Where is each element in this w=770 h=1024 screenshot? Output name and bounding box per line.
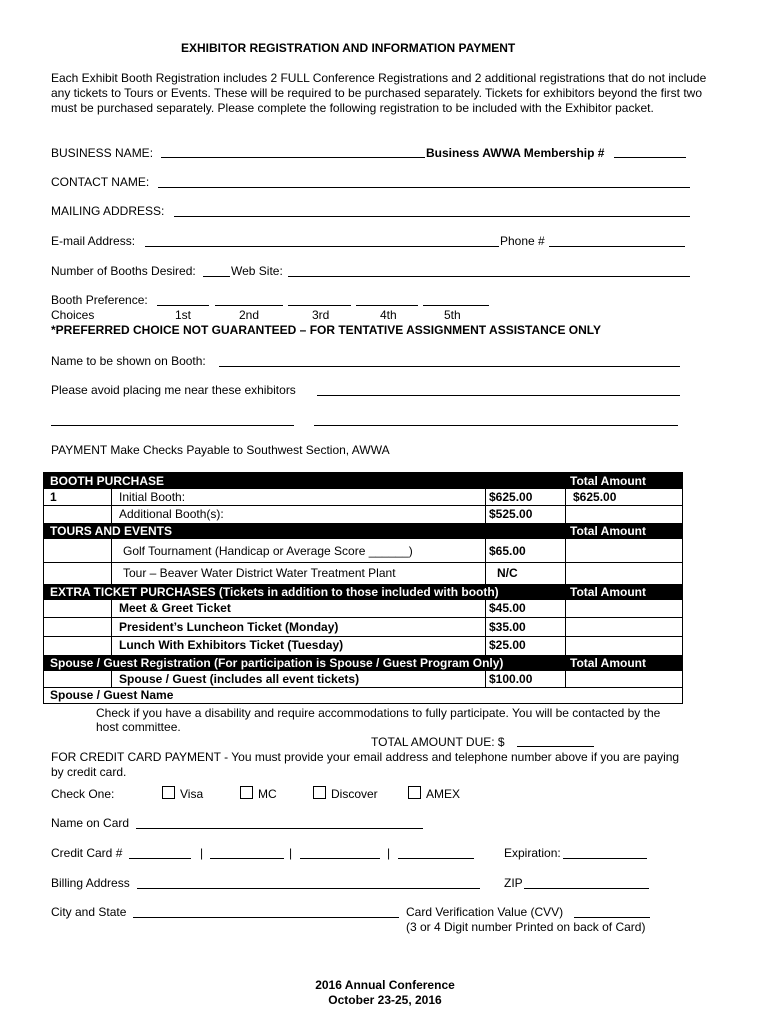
membership-label: Business AWWA Membership # — [426, 146, 605, 160]
zip-field[interactable] — [524, 888, 649, 889]
web-site-label: Web Site: — [231, 264, 283, 278]
additional-booth-label: Additional Booth(s): — [119, 507, 224, 521]
avoid-exhibitors-field-3[interactable] — [314, 425, 678, 426]
table-row-golf — [44, 539, 682, 563]
billing-address-field[interactable] — [137, 888, 480, 889]
choice-1-label: 1st — [175, 308, 192, 322]
check-one-label: Check One: — [51, 787, 115, 801]
web-site-field[interactable] — [288, 276, 690, 277]
phone-label: Phone # — [500, 234, 545, 248]
tour-price: N/C — [497, 566, 518, 580]
tours-events-header — [44, 523, 682, 539]
card-separator-3: | — [387, 846, 391, 860]
mc-checkbox[interactable] — [240, 786, 253, 799]
credit-card-field-2[interactable] — [210, 858, 284, 859]
choice-5-label: 5th — [444, 308, 461, 322]
total-due-field[interactable] — [517, 746, 594, 747]
choice-4-field[interactable] — [356, 305, 418, 306]
visa-checkbox[interactable] — [162, 786, 175, 799]
business-name-field[interactable] — [161, 157, 425, 158]
avoid-exhibitors-label: Please avoid placing me near these exhibitors — [51, 383, 296, 397]
initial-booth-total: $625.00 — [573, 490, 617, 504]
discover-option[interactable]: Discover — [313, 786, 378, 801]
contact-name-label: CONTACT NAME: — [51, 175, 150, 189]
booth-qty: 1 — [50, 490, 57, 504]
cvv-label: Card Verification Value (CVV) — [406, 905, 564, 919]
disability-note: Check if you have a disability and require accommodations to fully participate. You will be contacted by the — [96, 706, 661, 720]
spouse-name-label: Spouse / Guest Name — [50, 688, 174, 702]
spouse-guest-title: Spouse / Guest Registration (For participation is Spouse / Guest Program Only) — [50, 656, 504, 670]
city-state-field[interactable] — [133, 917, 399, 918]
cvv-note: (3 or 4 Digit number Printed on back of Card) — [406, 920, 646, 934]
membership-field[interactable] — [614, 157, 686, 158]
luncheon-label: President’s Luncheon Ticket (Monday) — [119, 620, 339, 634]
credit-card-field-3[interactable] — [300, 858, 380, 859]
extra-tickets-title: EXTRA TICKET PURCHASES (Tickets in addition to those included with booth) — [50, 585, 499, 599]
lunch-exhibitors-label: Lunch With Exhibitors Ticket (Tuesday) — [119, 638, 344, 652]
golf-label: Golf Tournament (Handicap or Average Score ______) — [123, 544, 413, 558]
choice-2-field[interactable] — [215, 305, 283, 306]
spouse-guest-header — [44, 655, 682, 671]
choice-2-label: 2nd — [239, 308, 260, 322]
payment-instructions: PAYMENT Make Checks Payable to Southwest Section, AWWA — [51, 443, 390, 457]
initial-booth-price: $625.00 — [489, 490, 533, 504]
extra-total-amount-header: Total Amount — [570, 585, 646, 599]
tour-label: Tour – Beaver Water District Water Treatment Plant — [123, 566, 396, 580]
intro-paragraph: Each Exhibit Booth Registration includes 2 FULL Conference Registrations and 2 additional registrations that do not include any tickets to Tours or Events. These will be required to be purchased separately. Tickets for exhibitors beyond the first two must be purchased separately. Please complete the following registration to be included with the Exhibitor packet. — [51, 71, 707, 115]
table-row-lunch-exhibitors — [44, 637, 682, 655]
choice-3-label: 3rd — [312, 308, 330, 322]
table-row-initial-booth — [44, 489, 682, 506]
golf-price: $65.00 — [489, 544, 526, 558]
zip-label: ZIP — [504, 876, 523, 890]
total-due-label: TOTAL AMOUNT DUE: $ — [371, 735, 505, 749]
expiration-field[interactable] — [563, 858, 647, 859]
spouse-price: $100.00 — [489, 672, 533, 686]
meet-greet-label: Meet & Greet Ticket — [119, 601, 231, 615]
booth-purchase-title: BOOTH PURCHASE — [50, 474, 165, 488]
amex-checkbox[interactable] — [408, 786, 421, 799]
booth-purchase-header — [44, 473, 682, 489]
choices-label: Choices — [51, 308, 95, 322]
footer-dates: October 23-25, 2016 — [328, 993, 442, 1007]
billing-address-label: Billing Address — [51, 876, 130, 890]
email-field[interactable] — [145, 246, 499, 247]
mc-option[interactable]: MC — [240, 786, 277, 801]
additional-booth-price: $525.00 — [489, 507, 533, 521]
lunch-exhibitors-price: $25.00 — [489, 638, 526, 652]
mailing-address-label: MAILING ADDRESS: — [51, 204, 165, 218]
table-row-spouse-name[interactable] — [44, 688, 682, 703]
booth-preference-label: Booth Preference: — [51, 293, 148, 307]
table-row-luncheon — [44, 618, 682, 637]
card-separator-2: | — [289, 846, 293, 860]
expiration-label: Expiration: — [504, 846, 561, 860]
initial-booth-label: Initial Booth: — [119, 490, 186, 504]
choice-1-field[interactable] — [157, 305, 209, 306]
card-separator-1: | — [200, 846, 204, 860]
choice-3-field[interactable] — [288, 305, 351, 306]
payment-table — [43, 472, 683, 704]
table-row-spouse — [44, 671, 682, 688]
preferred-choice-note: *PREFERRED CHOICE NOT GUARANTEED – FOR TENTATIVE ASSIGNMENT ASSISTANCE ONLY — [51, 323, 602, 337]
amex-option[interactable]: AMEX — [408, 786, 460, 801]
disability-note-cont: host committee. — [96, 720, 181, 734]
mailing-address-field[interactable] — [174, 216, 690, 217]
name-on-card-label: Name on Card — [51, 816, 130, 830]
discover-checkbox[interactable] — [313, 786, 326, 799]
booths-desired-label: Number of Booths Desired: — [51, 264, 196, 278]
choice-4-label: 4th — [380, 308, 397, 322]
luncheon-price: $35.00 — [489, 620, 526, 634]
table-row-meet-greet — [44, 600, 682, 618]
credit-card-note: FOR CREDIT CARD PAYMENT - You must provide your email address and telephone number above if you are paying — [51, 750, 680, 764]
email-label: E-mail Address: — [51, 234, 136, 248]
table-row-additional-booth — [44, 506, 682, 523]
cvv-field[interactable] — [574, 917, 650, 918]
avoid-exhibitors-field-2[interactable] — [51, 425, 294, 426]
spouse-item-label: Spouse / Guest (includes all event tickets) — [119, 672, 360, 686]
total-amount-header: Total Amount — [570, 474, 646, 488]
tours-events-title: TOURS AND EVENTS — [50, 524, 173, 538]
credit-card-field-1[interactable] — [129, 858, 191, 859]
table-row-tour — [44, 563, 682, 584]
visa-option[interactable]: Visa — [162, 786, 203, 801]
contact-name-field[interactable] — [158, 187, 690, 188]
booth-name-label: Name to be shown on Booth: — [51, 354, 206, 368]
booths-desired-field[interactable] — [203, 276, 230, 277]
business-name-label: BUSINESS NAME: — [51, 146, 154, 160]
avoid-exhibitors-field[interactable] — [317, 395, 680, 396]
meet-greet-price: $45.00 — [489, 601, 526, 615]
credit-card-note-cont: by credit card. — [51, 765, 127, 779]
spouse-total-amount-header: Total Amount — [570, 656, 646, 670]
booth-name-field[interactable] — [219, 366, 680, 367]
page-title: EXHIBITOR REGISTRATION AND INFORMATION PAYMENT — [181, 41, 516, 55]
footer-conference: 2016 Annual Conference — [315, 978, 455, 992]
choice-5-field[interactable] — [423, 305, 489, 306]
extra-tickets-header — [44, 584, 682, 600]
credit-card-field-4[interactable] — [398, 858, 474, 859]
credit-card-label: Credit Card # — [51, 846, 123, 860]
name-on-card-field[interactable] — [136, 828, 423, 829]
tours-total-amount-header: Total Amount — [570, 524, 646, 538]
city-state-label: City and State — [51, 905, 127, 919]
phone-field[interactable] — [549, 246, 685, 247]
